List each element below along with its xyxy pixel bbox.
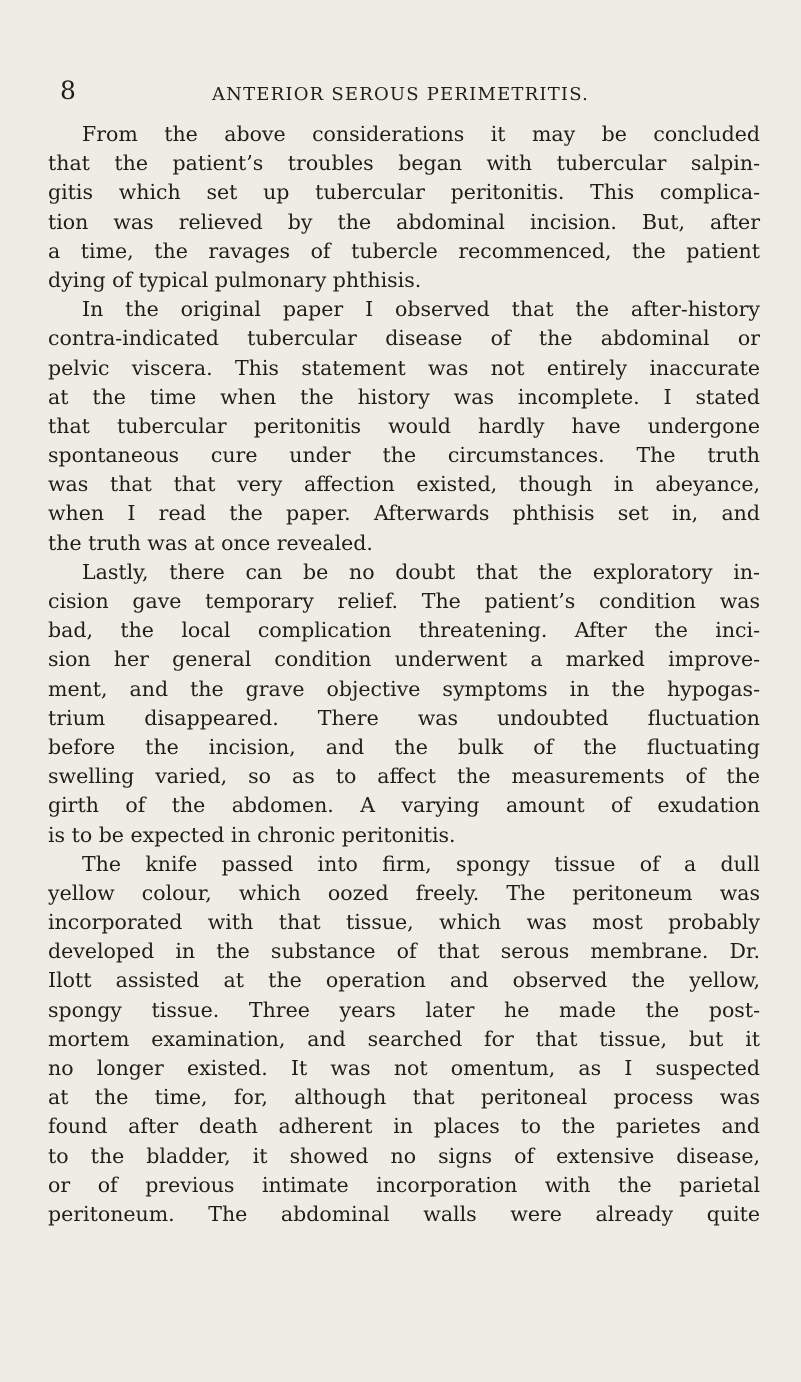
text-line: In the original paper I observed that the after-history [82,297,760,322]
paragraph-4 [48,850,760,1229]
text-line: developed in the substance of that serous membrane. Dr. [48,939,760,964]
text-line: the truth was at once revealed. [48,530,373,555]
text-line: at the time, for, although that peritoneal process was [48,1085,760,1110]
text-line: that tubercular peritonitis would hardly have undergone [48,413,760,438]
text-line: girth of the abdomen. A varying amount of exudation [48,793,760,818]
text-line: sion her general condition underwent a marked improve- [48,647,760,672]
text-line: at the time when the history was incomplete. I stated [48,384,760,409]
text-line: The knife passed into firm, spongy tissue of a dull [82,851,760,876]
text-line: bad, the local complication threatening. After the inci- [48,618,760,643]
page-number: 8 [60,76,76,105]
text-line: found after death adherent in places to the parietes and [48,1114,760,1139]
text-line: a time, the ravages of tubercle recommenced, the patient [48,238,760,263]
text-line: yellow colour, which oozed freely. The peritoneum was [48,880,760,905]
text-line: no longer existed. It was not omentum, as I suspected [48,1056,760,1080]
text-line: From the above considerations it may be concluded [82,122,760,146]
text-line: spontaneous cure under the circumstances. The truth [48,443,760,468]
text-line: tion was relieved by the abdominal incision. But, after [48,209,760,234]
body-text [48,120,760,1229]
text-line: when I read the paper. Afterwards phthisis set in, and [48,501,760,526]
text-line: trium disappeared. There was undoubted fluctuation [48,705,760,730]
text-line: pelvic viscera. This statement was not entirely inaccurate [48,355,760,380]
text-line: before the incision, and the bulk of the fluctuating [48,734,760,759]
text-line: Ilott assisted at the operation and observed the yellow, [48,968,760,993]
text-line: incorporated with that tissue, which was most probably [48,910,760,935]
text-line: cision gave temporary relief. The patient’s condition was [48,589,760,613]
text-line: is to be expected in chronic peritonitis. [48,822,456,847]
paragraph-2 [48,295,760,558]
text-line: gitis which set up tubercular peritonitis. This complica- [48,180,760,205]
text-line: Lastly, there can be no doubt that the exploratory in- [82,559,760,584]
text-line: was that that very affection existed, though in abeyance, [48,472,760,497]
text-line: dying of typical pulmonary phthisis. [48,267,422,292]
paragraph-1 [48,120,760,295]
text-line: that the patient’s troubles began with tubercular salpin- [48,151,760,176]
text-line: swelling varied, so as to affect the measurements of the [48,764,760,789]
text-line: to the bladder, it showed no signs of extensive disease, [48,1143,760,1168]
text-line: contra-indicated tubercular disease of the abdominal or [48,326,760,351]
text-line: peritoneum. The abdominal walls were already quite [48,1201,760,1226]
text-line: ment, and the grave objective symptoms in the hypogas- [48,676,760,701]
paragraph-3 [48,558,760,850]
text-line: mortem examination, and searched for that tissue, but it [48,1026,760,1051]
text-line: or of previous intimate incorporation with the parietal [48,1172,760,1197]
running-head: ANTERIOR SEROUS PERIMETRITIS. [211,84,590,105]
text-line: spongy tissue. Three years later he made the post- [48,997,760,1022]
